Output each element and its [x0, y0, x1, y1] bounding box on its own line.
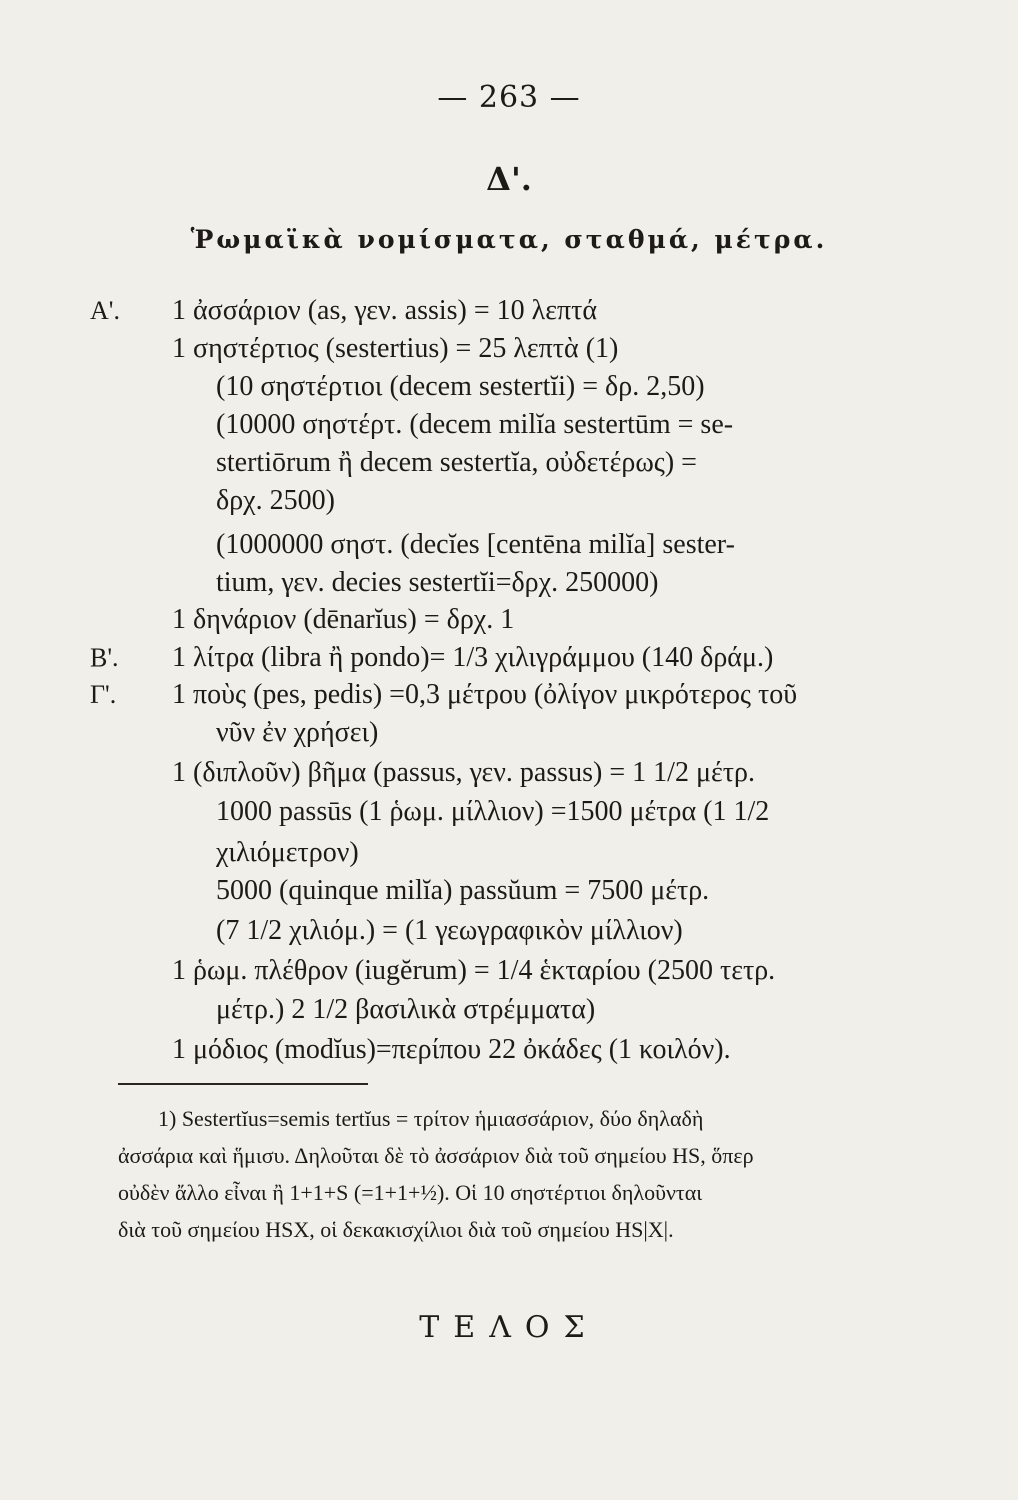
end-word: ΤΕΛΟΣ: [419, 1310, 599, 1345]
entry-line: χιλιόμετρον): [216, 837, 359, 868]
entry-line: (1000000 σηστ. (decĭes [centēna milĭa] sester-: [216, 529, 735, 560]
section-title: Ῥωμαϊκὰ νομίσματα, σταθμά, μέτρα.: [190, 225, 828, 254]
entry-line: tium, γεν. decies sestertĭi=δρχ. 250000): [216, 567, 659, 598]
label-beta: Β'.: [90, 643, 119, 672]
label-gamma: Γ'.: [90, 680, 117, 709]
entry-line: 1 λίτρα (libra ἢ pondo)= 1/3 χιλιγράμμου (140 δράμ.): [172, 642, 774, 673]
entry-line: 1 σηστέρτιος (sestertius) = 25 λεπτὰ (1): [172, 333, 619, 364]
footnote-line: οὐδὲν ἄλλο εἶναι ἢ 1+1+S (=1+1+½). Οἱ 10 σηστέρτιοι δηλοῦνται: [118, 1180, 703, 1205]
entry-line: (7 1/2 χιλιόμ.) = (1 γεωγραφικὸν μίλλιον): [216, 915, 683, 946]
entry-line: 1 μόδιος (modĭus)=περίπου 22 ὀκάδες (1 κοιλόν).: [172, 1034, 731, 1065]
entry-line: 1 (διπλοῦν) βῆμα (passus, γεν. passus) = 1 1/2 μέτρ.: [172, 757, 755, 788]
footnote-line: ἀσσάρια καὶ ἥμισυ. Δηλοῦται δὲ τὸ ἀσσάριον διὰ τοῦ σημείου HS, ὅπερ: [118, 1143, 754, 1168]
label-alpha: Α'.: [90, 296, 120, 325]
entry-line: 1 ῥωμ. πλέθρον (iugĕrum) = 1/4 ἑκταρίου (2500 τετρ.: [172, 955, 776, 986]
entry-line: 5000 (quinque milĭa) passŭum = 7500 μέτρ.: [216, 875, 710, 906]
entry-line: 1 ποὺς (pes, pedis) =0,3 μέτρου (ὀλίγον μικρότερος τοῦ: [172, 679, 798, 710]
entry-line: 1 δηνάριον (dēnarĭus) = δρχ. 1: [172, 604, 515, 635]
entry-line: (10000 σηστέρτ. (decem milĭa sestertūm = se-: [216, 409, 734, 440]
footnote-line: 1) Sestertĭus=semis tertĭus = τρίτον ἡμιασσάριον, δύο δηλαδὴ: [158, 1106, 704, 1131]
entry-line: δρχ. 2500): [216, 485, 335, 516]
footnote-line: διὰ τοῦ σημείου HSX, οἱ δεκακισχίλιοι διὰ τοῦ σημείου HS|X|.: [118, 1217, 674, 1242]
entry-line: 1000 passūs (1 ῥωμ. μίλλιον) =1500 μέτρα (1 1/2: [216, 796, 770, 827]
footnote-rule: [118, 1083, 368, 1085]
page-number: — 263 —: [437, 80, 581, 115]
entry-line: μέτρ.) 2 1/2 βασιλικὰ στρέμματα): [216, 994, 596, 1025]
entry-line: stertiōrum ἢ decem sestertĭa, οὐδετέρως) =: [216, 447, 697, 478]
entry-line: 1 ἀσσάριον (as, γεν. assis) = 10 λεπτά: [172, 295, 598, 326]
entry-line: (10 σηστέρτιοι (decem sestertĭi) = δρ. 2,50): [216, 371, 705, 402]
entry-line: νῦν ἐν χρήσει): [216, 717, 379, 748]
section-letter: Δ'.: [486, 160, 532, 198]
